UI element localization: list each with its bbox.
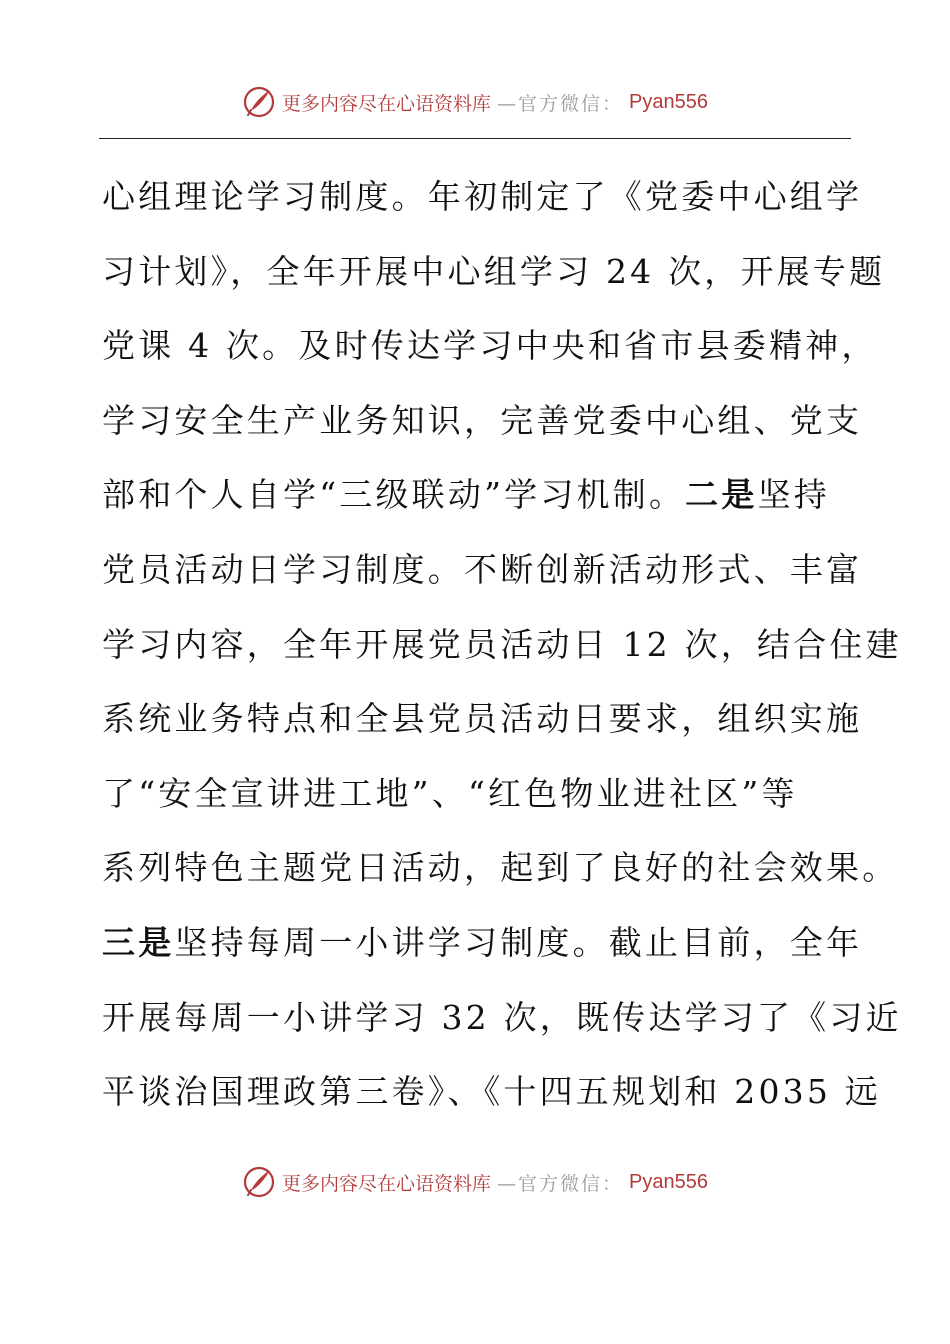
watermark-official-label: —官方微信： [497, 1172, 624, 1195]
document-body [102, 160, 902, 1130]
text-run: 学习安全生产业务知识，完善党委中心组、党支 [102, 400, 863, 440]
bold-marker: 二是 [685, 475, 758, 515]
text-run: 党课 4 次。及时传达学习中央和省市县委精神， [102, 326, 878, 366]
text-line [102, 309, 878, 384]
watermark-wechat-id: Pyan556 [629, 1170, 708, 1193]
text-line [102, 906, 872, 981]
text-run: 系列特色主题党日活动，起到了良好的社会效果。 [102, 848, 899, 888]
watermark [242, 85, 708, 119]
text-run: 系统业务特点和全县党员活动日要求，组织实施 [102, 699, 863, 739]
header-divider [99, 138, 851, 139]
quill-logo-icon [242, 1165, 276, 1199]
text-line [102, 160, 872, 235]
text-run: 了“安全宣讲进工地”、“红色物业进社区”等 [102, 773, 798, 813]
footer-watermark [0, 1162, 950, 1202]
watermark [242, 1165, 708, 1199]
text-line [102, 757, 872, 832]
watermark-wechat-id: Pyan556 [629, 90, 708, 113]
text-run: 心组理论学习制度。年初制定了《党委中心组学 [102, 177, 863, 216]
watermark-official-label: —官方微信： [497, 92, 624, 115]
header-watermark [0, 82, 950, 122]
text-run: 党员活动日学习制度。不断创新活动形式、丰富 [102, 549, 863, 589]
text-line [102, 831, 899, 906]
text-line [102, 458, 872, 533]
text-run: 坚持每周一小讲学习制度。截止目前，全年 [174, 922, 863, 962]
text-line [102, 981, 902, 1056]
text-line [102, 533, 872, 608]
text-run: 开展每周一小讲学习 32 次，既传达学习了《习近 [102, 997, 902, 1037]
quill-logo-icon [242, 85, 276, 119]
text-line [102, 235, 886, 310]
text-line [102, 608, 902, 683]
text-line [102, 1055, 881, 1130]
text-run: 学习内容，全年开展党员活动日 12 次，结合住建 [102, 624, 902, 664]
text-line [102, 682, 872, 757]
watermark-title: 更多内容尽在心语资料库 [282, 1172, 492, 1195]
watermark-title: 更多内容尽在心语资料库 [282, 92, 492, 115]
bold-marker: 三是 [102, 922, 175, 962]
text-line [102, 384, 872, 459]
text-run: 坚持 [757, 475, 830, 515]
text-run: 平谈治国理政第三卷》、《十四五规划和 2035 远 [102, 1072, 881, 1112]
text-run: 习计划》，全年开展中心组学习 24 次，开展专题 [102, 251, 886, 291]
text-run: 部和个人自学“三级联动”学习机制。 [102, 475, 686, 515]
